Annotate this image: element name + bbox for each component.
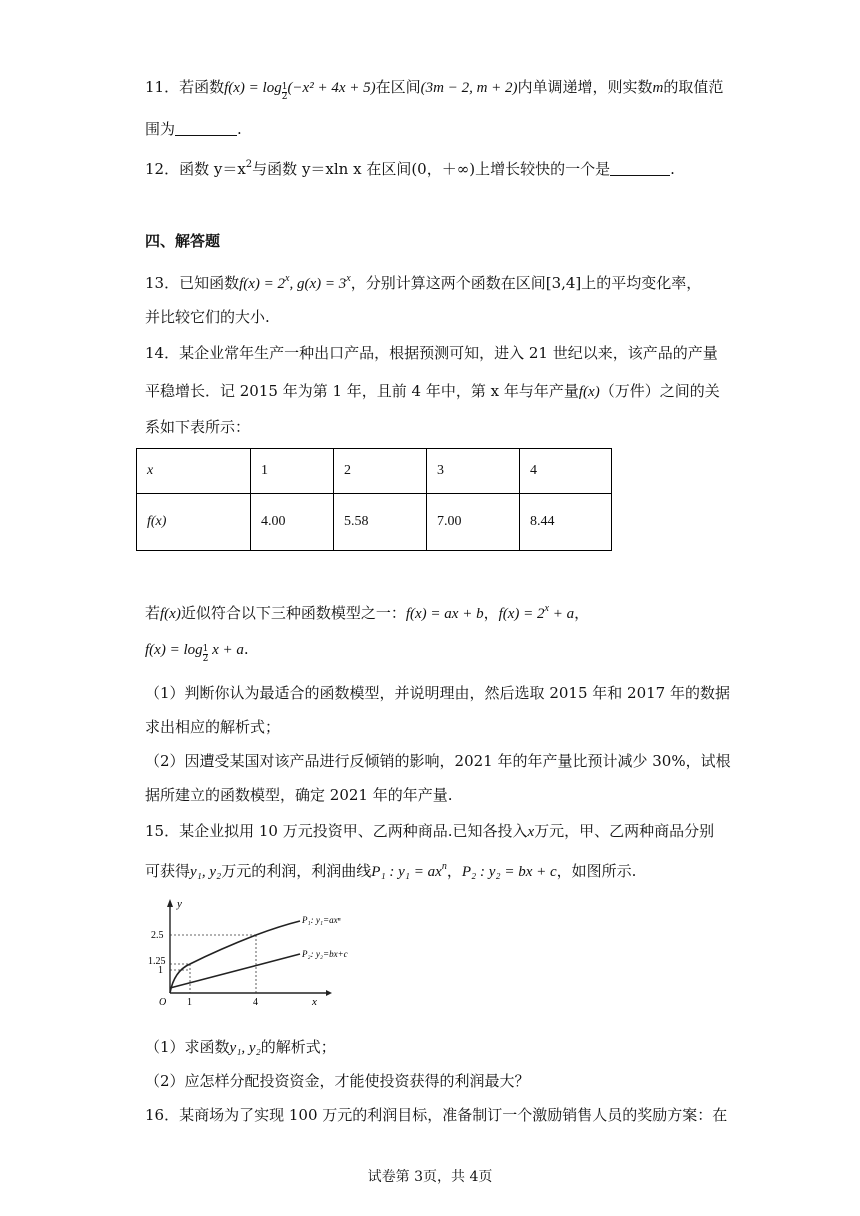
q14-model3-line: $f(x) = \log\frac{1}{2}$ x + a. [145, 640, 249, 664]
q15-line1: 15．某企业拟用 10 万元投资甲、乙两种商品.已知各投入x万元，甲、乙两种商品分别 [145, 822, 715, 840]
q13-line2: 并比较它们的大小. [145, 308, 270, 326]
curve-p1-label: P₁: y₁=axⁿ [302, 915, 341, 925]
tick-y-1.25: 1.25 [148, 956, 166, 967]
x-axis-arrow-icon [326, 990, 332, 996]
curve-p2-label: P₂: y₂=bx+c [302, 949, 348, 959]
log-base-fraction: $\frac{1}{2}$ [281, 82, 288, 102]
y-axis-label: y [177, 898, 182, 910]
origin-label: O [159, 997, 167, 1008]
table-row: f(x) 4.00 5.58 7.00 8.44 [137, 494, 612, 551]
q14-part2-line1: （2）因遭受某国对该产品进行反倾销的影响，2021 年的年产量比预计减少 30%，试根 [145, 752, 731, 770]
q11-line2: 围为 . [145, 120, 242, 138]
q13-line1: 13．已知函数$f(x) = 2^x$, $g(x) = 3^x$，分别计算这两个函数在区间[3,4]上的平均变化率， [145, 273, 702, 292]
q11-line1: 11．若函数$f(x) = \log\frac{1}{2}$ (−x² + 4x + 5)在区间(3m − 2, m + 2)内单调递增，则实数m的取值范 [145, 78, 724, 102]
tick-x-4: 4 [253, 997, 258, 1008]
x-axis-label: x [312, 996, 317, 1008]
q12-line: 12．函数 $y=x^2$与函数 y＝xln x 在区间(0，＋∞)上增长较快的一个是 . [145, 159, 675, 178]
q15-part1: （1）求函数y₁, y₂的解析式； [145, 1038, 336, 1056]
tick-y-2.5: 2.5 [151, 930, 164, 941]
log-base-fraction: $\frac{1}{2}$ [202, 644, 209, 664]
q14-part2-line2: 据所建立的函数模型，确定 2021 年的年产量. [145, 786, 453, 804]
answer-blank[interactable] [175, 121, 237, 136]
q15-part2: （2）应怎样分配投资资金，才能使投资获得的利润最大？ [145, 1072, 530, 1090]
q14-part1-line1: （1）判断你认为最适合的函数模型，并说明理由，然后选取 2015 年和 2017 年的数据 [145, 684, 730, 702]
q14-models-line: 若f(x)近似符合以下三种函数模型之一：f(x) = ax + b，$f(x) = 2^x + a$， [145, 603, 590, 622]
tick-x-1: 1 [187, 997, 192, 1008]
q14-part1-line2: 求出相应的解析式； [145, 718, 281, 736]
tick-y-1: 1 [158, 965, 163, 976]
table-row: x 1 2 3 4 [137, 449, 612, 494]
q14-line3: 系如下表所示： [145, 418, 251, 436]
profit-curves-figure [148, 893, 348, 1013]
section-heading: 四、解答题 [145, 232, 221, 250]
answer-blank[interactable] [610, 161, 670, 176]
page-footer: 试卷第 3页，共 4页 [367, 1169, 493, 1185]
q14-line2: 平稳增长．记 2015 年为第 1 年，且前 4 年中，第 x 年与年产量f(x)（万件）之间的关 [145, 382, 720, 400]
data-table [136, 448, 612, 551]
y-axis-arrow-icon [167, 899, 173, 907]
q16-line1: 16．某商场为了实现 100 万元的利润目标，准备制订一个激励销售人员的奖励方案：在 [145, 1106, 728, 1124]
q14-line1: 14．某企业常年生产一种出口产品，根据预测可知，进入 21 世纪以来，该产品的产量 [145, 344, 718, 362]
q15-line2: 可获得y₁, y₂万元的利润，利润曲线P₁ : $y_1 = ax^n$，P₂ : y₂ = bx + c，如图所示. [145, 861, 637, 880]
curve-p2 [170, 954, 300, 988]
